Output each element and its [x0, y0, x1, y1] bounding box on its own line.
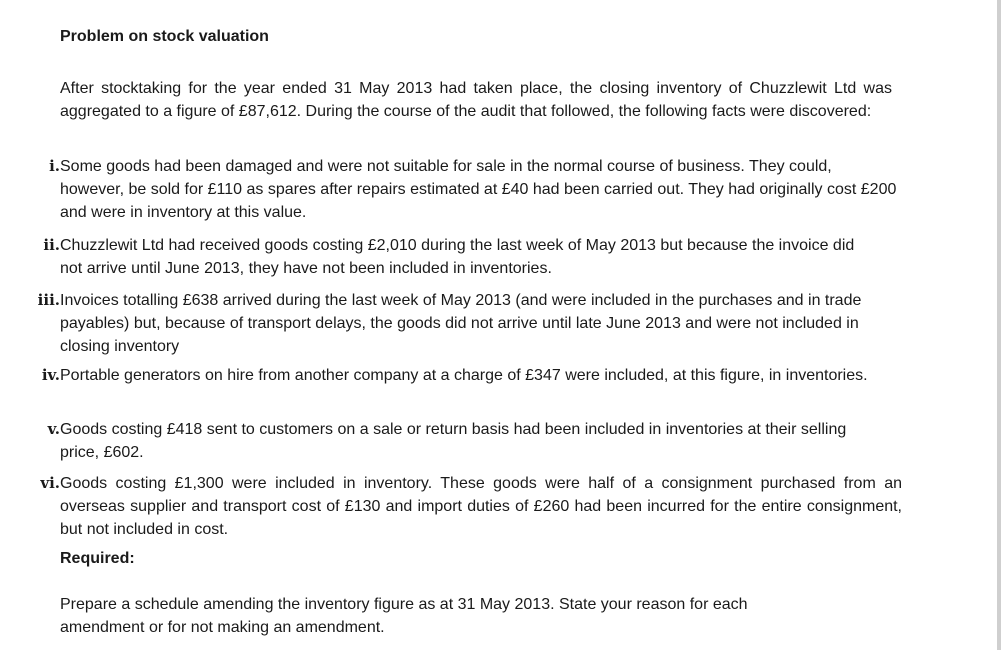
- list-item-text: Chuzzlewit Ltd had received goods costing £2,010 during the last week of May 2013 but because the invoice did not arrive until June 2013, they have not been included in inventories.: [60, 237, 855, 277]
- page-edge: [997, 0, 1001, 650]
- list-marker: iii.: [37, 291, 60, 309]
- list-marker: vi.: [40, 474, 60, 492]
- list-item-text: Invoices totalling £638 arrived during the last week of May 2013 (and were included in the purchases and in trade payables) but, because of transport delays, the goods did not arrive until late June 2013 and were not included in closing inventory: [60, 292, 862, 355]
- intro-paragraph: After stocktaking for the year ended 31 May 2013 had taken place, the closing inventory of Chuzzlewit Ltd was aggregated to a figure of £87,612. During the course of the audit that followed, the following facts were discovered:: [60, 80, 892, 120]
- problem-title: Problem on stock valuation: [60, 28, 269, 45]
- list-marker: i.: [49, 157, 60, 175]
- list-item-text: Some goods had been damaged and were not suitable for sale in the normal course of business. They could, however, be sold for £110 as spares after repairs estimated at £40 had been carried out. They had originally cost £200 and were in inventory at this value.: [60, 158, 897, 221]
- list-item-text: Portable generators on hire from another company at a charge of £347 were included, at this figure, in inventories.: [60, 367, 868, 384]
- required-heading: Required:: [60, 550, 135, 567]
- list-item-text: Goods costing £1,300 were included in inventory. These goods were half of a consignment purchased from an overseas supplier and transport cost of £130 and import duties of £260 had been incurred for the entire consignment, but not included in cost.: [60, 475, 902, 538]
- list-marker: ii.: [43, 236, 60, 254]
- list-item-text: Goods costing £418 sent to customers on a sale or return basis had been included in inventories at their selling price, £602.: [60, 421, 847, 461]
- list-marker: iv.: [41, 366, 60, 384]
- list-marker: v.: [47, 420, 60, 438]
- required-text: Prepare a schedule amending the inventory figure as at 31 May 2013. State your reason for each amendment or for not making an amendment.: [60, 596, 748, 636]
